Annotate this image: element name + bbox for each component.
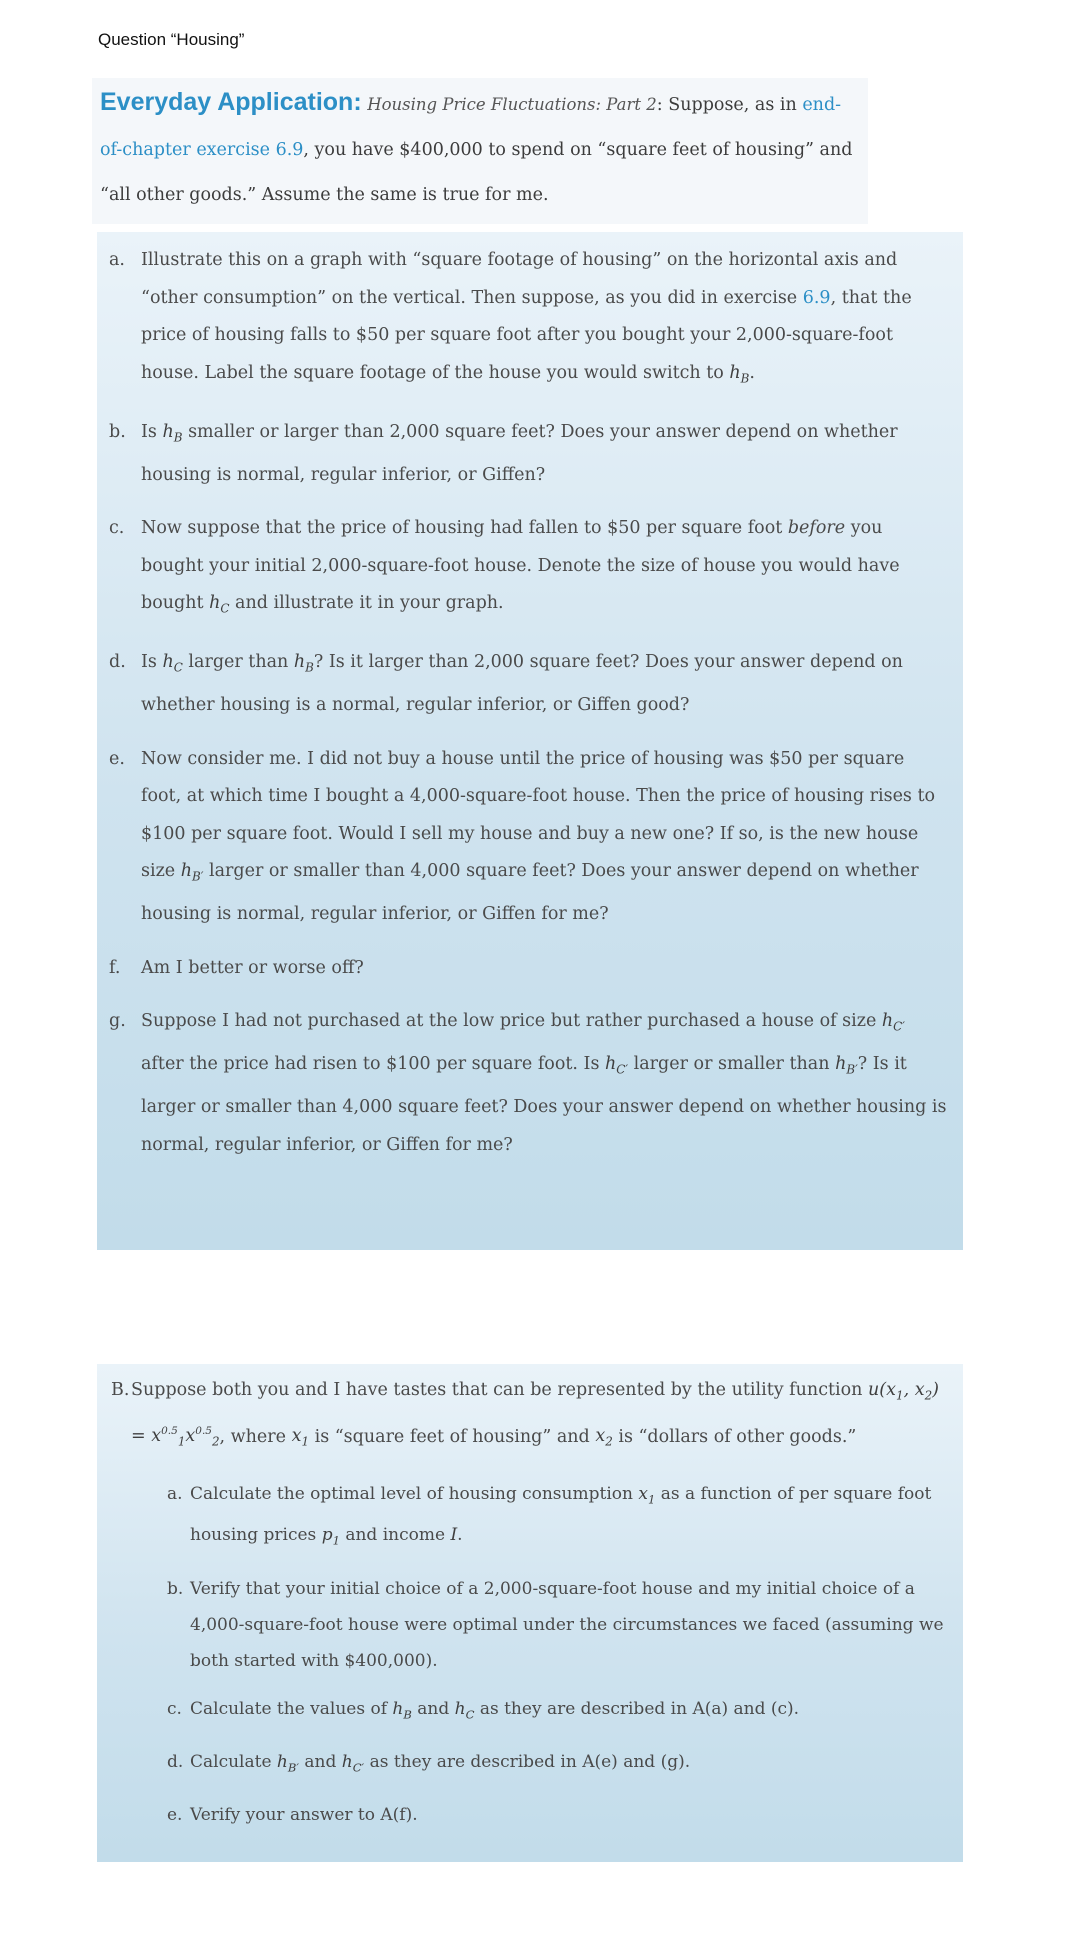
intro-text-2: , you have $400,000 to spend on “square feet of housing” and “all other goods.” Assume the same is true for me.: [100, 140, 853, 205]
math-h-c: $h_C$: [454, 1698, 475, 1721]
question-text: , where: [219, 1426, 292, 1447]
question-g-item: [109, 1003, 949, 1164]
math-h-b: $h_B$: [392, 1698, 412, 1721]
question-text: larger or smaller than 4,000 square feet? Does your answer depend on whether housing is normal, regular inferior, or Giffen for me?: [141, 861, 919, 924]
question-text: Illustrate this on a graph with “square footage of housing” on the horizontal axis and “other consumption” on the vertical. Then suppose, as you did in exercise: [141, 250, 898, 308]
question-e-item: [109, 741, 949, 934]
question-text: ? Is it larger or smaller than 4,000 square feet? Does your answer depend on whether housing is normal, regular inferior, or Giffen for me?: [141, 1054, 947, 1155]
item-label: f.: [109, 957, 121, 978]
math-h-b-prime: $h_{B'}$: [276, 1752, 299, 1775]
intro-block: [92, 78, 868, 224]
item-label: b.: [109, 421, 126, 442]
question-text: as a function of per square foot housing prices: [190, 1483, 932, 1546]
math-income: I: [450, 1525, 458, 1546]
intro-subtitle: Housing Price Fluctuations: Part 2: [367, 95, 657, 114]
part-b-question-e: [167, 1797, 960, 1833]
part-b-question-c: [167, 1691, 960, 1732]
item-label: B.: [111, 1380, 130, 1400]
intro-text: : Suppose, as in: [656, 95, 803, 115]
question-text: Suppose both you and I have tastes that can be represented by the utility function: [131, 1380, 868, 1400]
question-text: larger or smaller than: [628, 1054, 836, 1074]
math-h-c: $h_C$: [209, 593, 230, 616]
math-h-b-prime: $h_{B'}$: [835, 1054, 858, 1077]
question-text: Is: [141, 652, 163, 672]
math-h-b: $h_B$: [162, 421, 183, 444]
part-b-question-b: [167, 1571, 960, 1679]
exercise-link[interactable]: end-of-chapter exercise 6.9: [100, 95, 842, 160]
question-text: Verify that your initial choice of a 2,000-square-foot house and my initial choice of a 4,000-square-foot house were optimal under the circumstances we faced (assuming we both started with $400,000).: [190, 1578, 944, 1671]
question-text: Verify your answer to A(f).: [190, 1805, 418, 1826]
math-h-c: $h_C$: [162, 652, 183, 675]
math-h-b: $h_B$: [729, 362, 750, 385]
question-text: Now consider me. I did not buy a house until the price of housing was $50 per square foot, at which time I bought a 4,000-square-foot house. Then the price of housing rises to $100 per square foot. Would I sell my house and buy a new one? If so, is the new house size: [141, 748, 936, 881]
question-text: Calculate the optimal level of housing consumption: [190, 1483, 639, 1504]
question-text: as they are described in A(a) and (c).: [474, 1698, 800, 1719]
item-label: g.: [109, 1011, 126, 1031]
question-text: and: [411, 1698, 455, 1719]
question-text: smaller or larger than 2,000 square feet? Does your answer depend on whether housing is normal, regular inferior, or Giffen?: [141, 421, 898, 485]
item-label: a.: [167, 1483, 183, 1504]
question-d-item: [109, 644, 949, 725]
question-c-item: [109, 510, 949, 628]
emphasis-before: before: [787, 518, 846, 538]
question-f-item: [109, 950, 949, 988]
question-b-item: [109, 414, 949, 495]
question-text: .: [457, 1525, 463, 1546]
question-text: and: [298, 1752, 342, 1772]
item-label: c.: [167, 1698, 182, 1719]
part-a-panel: [97, 232, 963, 1250]
math-x1: $x_1$: [638, 1483, 656, 1507]
question-text: , that the price of housing falls to $50 per square foot after you bought your 2,000-square-foot house. Label the square footage of the house you would switch to: [141, 287, 912, 383]
item-label: d.: [167, 1752, 184, 1772]
question-text: as they are described in A(e) and (g).: [364, 1752, 691, 1772]
question-text: and income: [339, 1525, 451, 1546]
part-b-question-d: [167, 1744, 960, 1785]
math-x2: $x_2$: [595, 1426, 613, 1449]
item-label: a.: [109, 250, 125, 270]
question-text: .: [749, 362, 755, 383]
question-heading: Question “Housing”: [98, 30, 245, 49]
question-a-item: [109, 242, 949, 398]
math-h-c-prime: $h_{C'}$: [881, 1011, 905, 1034]
question-text: is “square feet of housing” and: [309, 1426, 596, 1447]
math-h-b: $h_B$: [293, 652, 314, 675]
question-text: Suppose I had not purchased at the low price but rather purchased a house of size: [141, 1011, 882, 1031]
question-text: is “dollars of other goods.”: [612, 1426, 857, 1447]
item-label: d.: [109, 652, 126, 672]
math-p1: $p_1$: [321, 1525, 340, 1548]
question-text: larger than: [182, 652, 294, 672]
item-label: c.: [109, 518, 125, 538]
exercise-link[interactable]: 6.9: [802, 287, 831, 308]
item-label: b.: [167, 1578, 184, 1599]
math-h-b-prime: $h_{B'}$: [180, 861, 204, 884]
question-text: Am I better or worse off?: [141, 957, 364, 978]
part-b-question-a: [167, 1476, 960, 1559]
item-label: e.: [167, 1805, 183, 1826]
part-b-intro: [111, 1372, 951, 1460]
math-h-c-prime: $h_{C'}$: [341, 1752, 365, 1775]
question-text: you bought your initial 2,000-square-foot house. Denote the size of house you would have bought: [141, 518, 900, 613]
utility-function: $u(x_1$, $x_2) = x^{0.5}_1x^{0.5}_2$: [131, 1380, 939, 1449]
question-text: Calculate: [190, 1752, 277, 1772]
question-text: after the price had risen to $100 per square foot. Is: [141, 1054, 605, 1074]
math-x1: $x_1$: [291, 1426, 310, 1449]
part-b-panel: [97, 1364, 963, 1862]
math-h-c-prime: $h_{C'}$: [605, 1054, 629, 1077]
item-label: e.: [109, 748, 125, 769]
question-text: Is: [141, 421, 163, 442]
everyday-application-label: Everyday Application:: [100, 88, 362, 116]
question-text: Calculate the values of: [190, 1698, 393, 1719]
question-text: Now suppose that the price of housing had fallen to $50 per square foot: [141, 518, 788, 538]
question-text: ? Is it larger than 2,000 square feet? Does your answer depend on whether housing is a normal, regular inferior, or Giffen good?: [141, 652, 903, 715]
question-text: and illustrate it in your graph.: [229, 593, 504, 613]
